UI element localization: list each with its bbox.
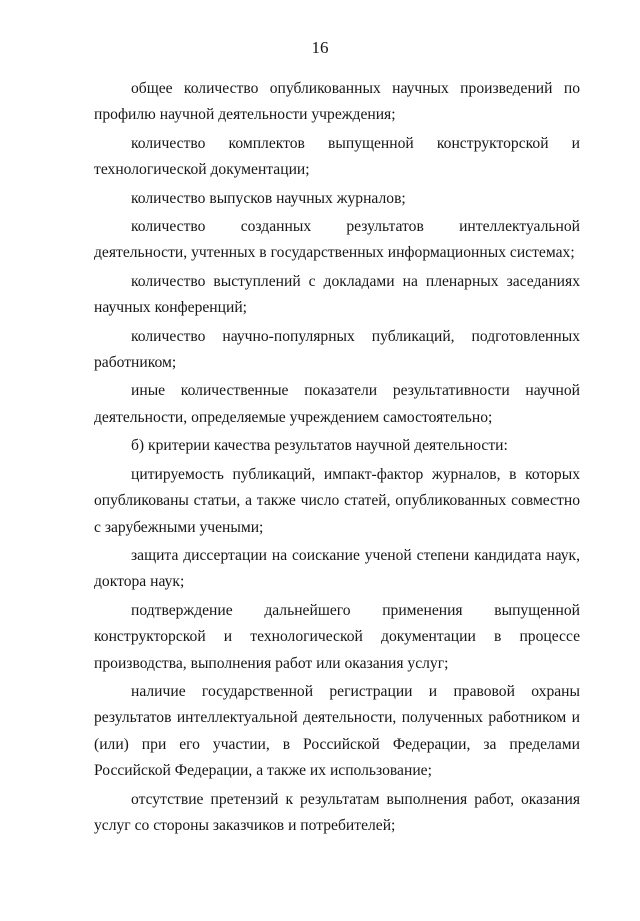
- paragraph-3: количество выпусков научных журналов;: [131, 189, 406, 207]
- page-number: 16: [311, 38, 329, 57]
- paragraph-12: наличие государственной регистрации и правовой охраны результатов интеллектуальной деятельности, полученных работником и (или) при его участии, в Российской Федерации, за пределами Российской Федерации, а также их использование;: [94, 682, 580, 780]
- paragraph-4: количество созданных результатов интеллектуальной деятельности, учтенных в государственных информационных системах;: [94, 218, 580, 262]
- paragraph-2: количество комплектов выпущенной конструкторской и технологической документации;: [94, 134, 580, 179]
- paragraph-7: иные количественные показатели результативности научной деятельности, определяемые учреждением самостоятельно;: [94, 382, 580, 426]
- paragraph-13: отсутствие претензий к результатам выполнения работ, оказания услуг со стороны заказчиков и потребителей;: [94, 790, 580, 834]
- paragraph-8: б) критерии качества результатов научной деятельности:: [131, 437, 508, 455]
- paragraph-11: подтверждение дальнейшего применения выпущенной конструкторской и технологической документации в процессе производства, выполнения работ или оказания услуг;: [94, 601, 580, 672]
- paragraph-10: защита диссертации на соискание ученой степени кандидата наук, доктора наук;: [94, 546, 580, 591]
- paragraph-5: количество выступлений с докладами на пленарных заседаниях научных конференций;: [94, 272, 580, 317]
- paragraph-9: цитируемость публикаций, импакт-фактор журналов, в которых опубликованы статьи, а также число статей, опубликованных совместно с зарубежными учеными;: [94, 465, 580, 536]
- paragraph-6: количество научно-популярных публикаций, подготовленных работником;: [94, 327, 580, 372]
- paragraph-1: общее количество опубликованных научных произведений по профилю научной деятельности учреждения;: [94, 80, 580, 124]
- document-body: [94, 76, 580, 839]
